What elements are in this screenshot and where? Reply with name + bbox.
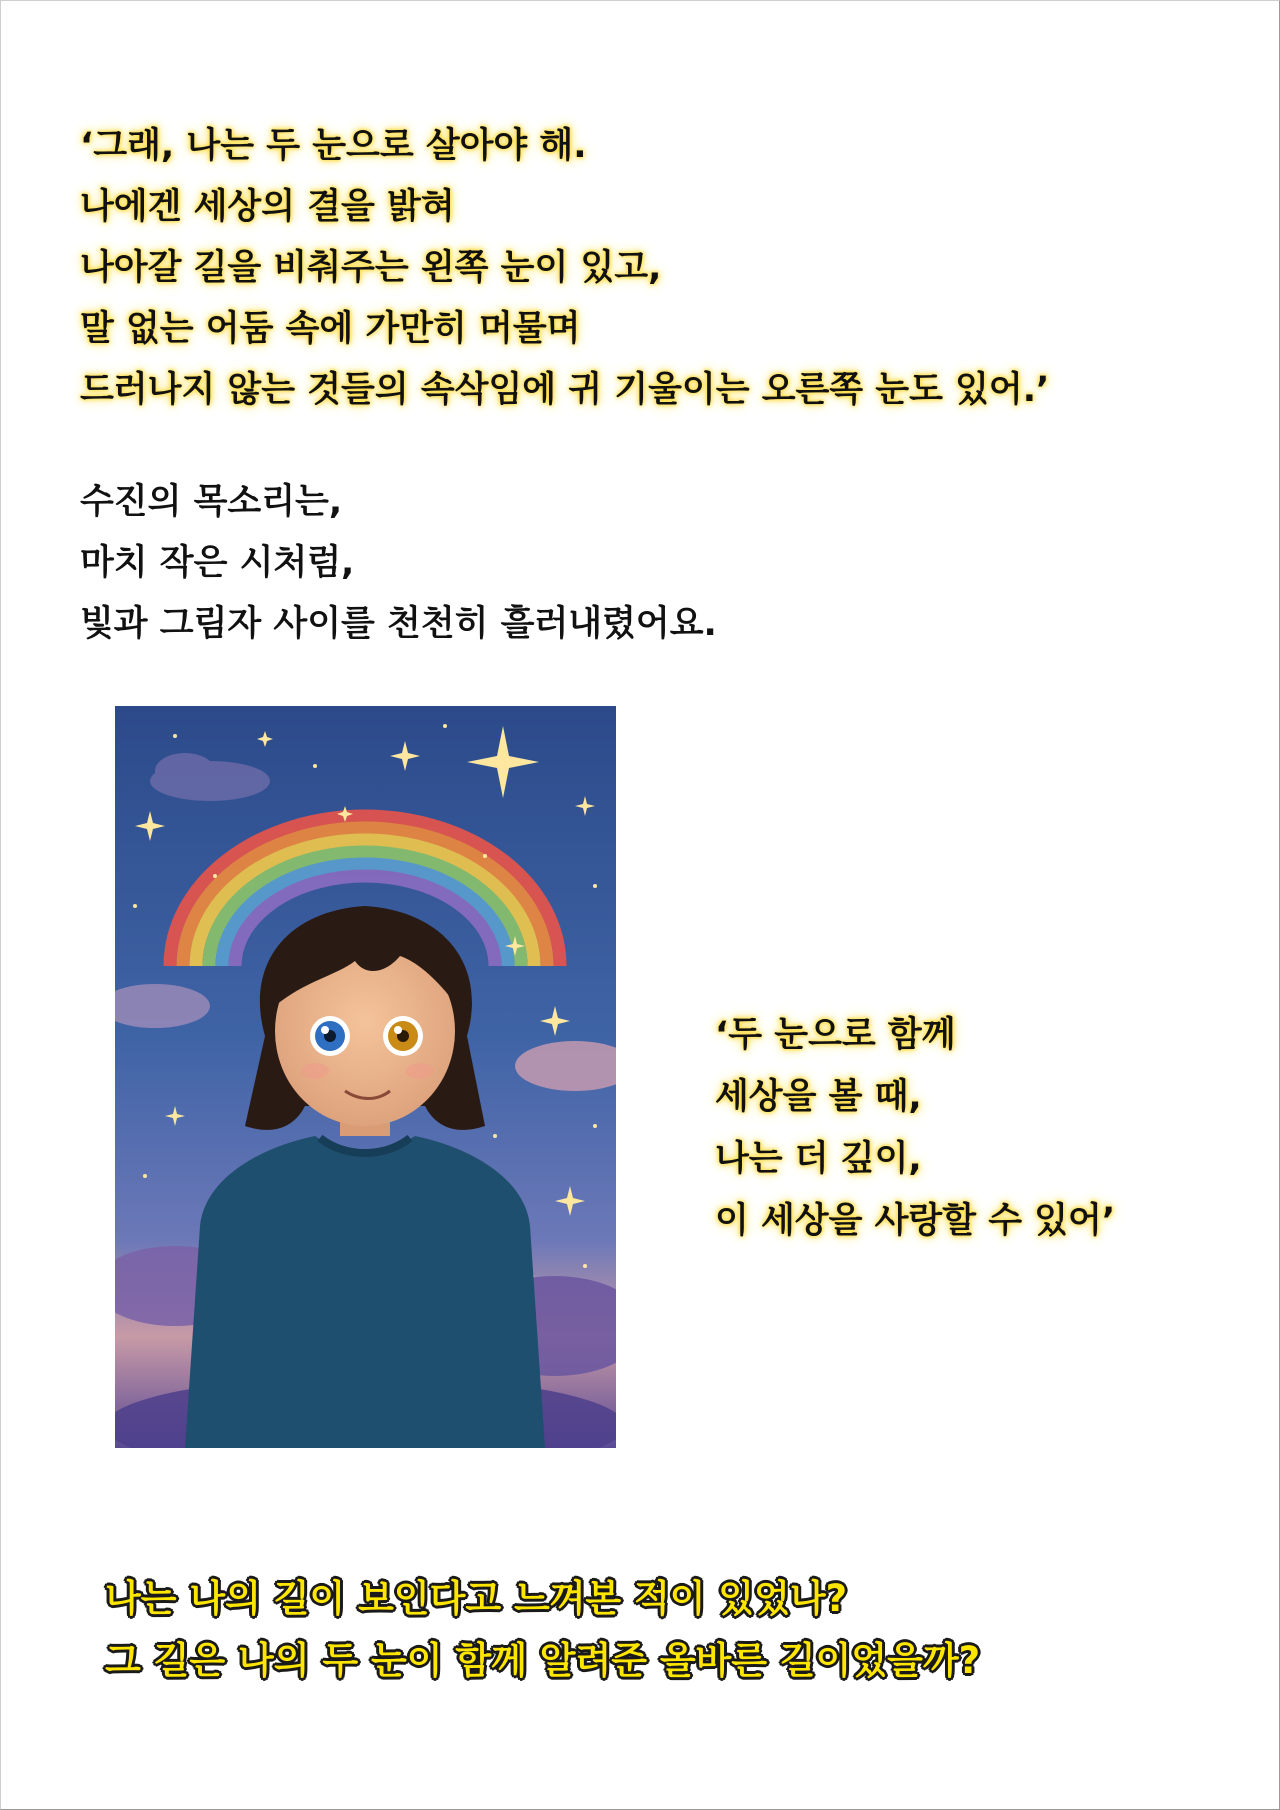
narration-line: 수진의 목소리는,: [80, 482, 343, 522]
quote-top-line: 나에겐 세상의 결을 밝혀: [80, 187, 455, 227]
narration-line: 마치 작은 시처럼,: [80, 543, 355, 583]
quote-top-line: 말 없는 어둠 속에 가만히 머물며: [80, 309, 581, 349]
quote-side: [715, 1004, 1115, 1252]
quote-side-line: 이 세상을 사랑할 수 있어’: [715, 1201, 1116, 1241]
quote-side-line: ‘두 눈으로 함께: [715, 1015, 956, 1055]
quote-top-line: ‘그래, 나는 두 눈으로 살아야 해.: [80, 126, 587, 166]
narration-line: 빛과 그림자 사이를 천천히 흘러내렸어요.: [80, 604, 717, 644]
narration: [80, 472, 717, 655]
quote-top-line: 나아갈 길을 비춰주는 왼쪽 눈이 있고,: [80, 248, 662, 288]
quote-top-line: 드러나지 않는 것들의 속삭임에 귀 기울이는 오른쪽 눈도 있어.’: [80, 370, 1050, 410]
girl-under-rainbow-illustration: [115, 706, 616, 1448]
reflection-question: [105, 1568, 980, 1692]
question-line: 그 길은 나의 두 눈이 함께 알려준 올바른 길이었을까?: [105, 1639, 981, 1682]
question-line: 나는 나의 길이 보인다고 느껴본 적이 있었나?: [105, 1577, 848, 1620]
sweater: [185, 1136, 545, 1448]
quote-top: [80, 116, 1049, 421]
quote-side-line: 세상을 볼 때,: [715, 1077, 922, 1117]
illustration-svg: [115, 706, 616, 1448]
quote-side-line: 나는 더 깊이,: [715, 1139, 922, 1179]
